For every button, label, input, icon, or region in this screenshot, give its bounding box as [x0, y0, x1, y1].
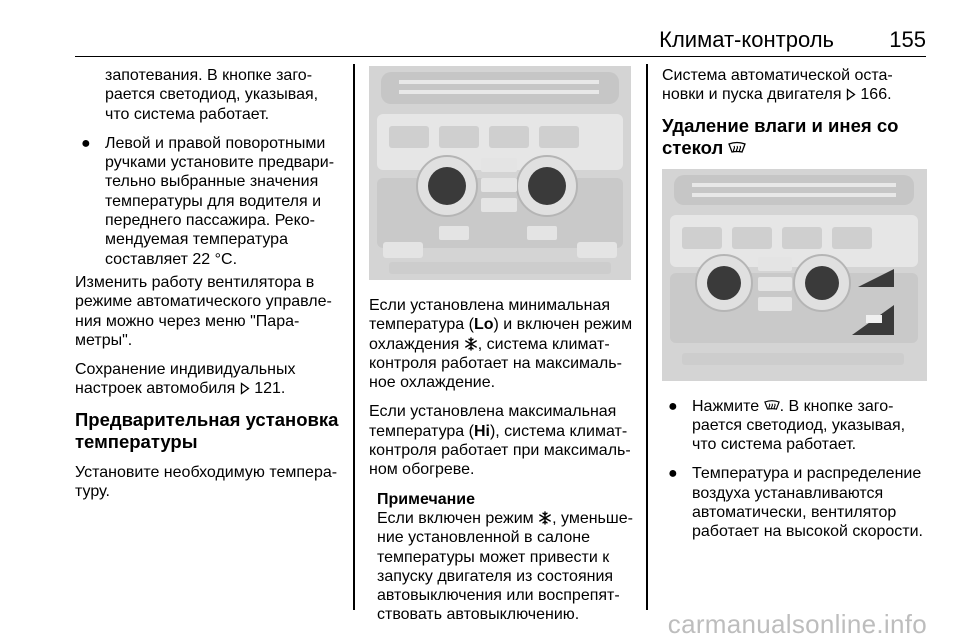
paragraph	[369, 402, 639, 479]
snowflake-icon	[538, 511, 552, 525]
watermark: carmanualsonline.info	[667, 609, 927, 639]
paragraph	[75, 360, 340, 399]
page-number: 155	[889, 27, 926, 52]
defrost-button-panel-image	[662, 169, 927, 381]
bullet-dot: ●	[81, 134, 91, 152]
windscreen-defrost-icon	[728, 141, 746, 156]
bullet-dot: ●	[668, 465, 678, 483]
bullet-text: Температура и распределение воздуха устанавливаются автоматически, вентилятор работает на высокой скорости.	[692, 465, 923, 541]
lo-label: Lo	[473, 316, 494, 334]
bullet-item	[75, 134, 340, 269]
page-title: Климат-контроль	[659, 27, 834, 52]
snowflake-icon	[464, 337, 478, 351]
section-heading	[662, 115, 932, 159]
paragraph-text: ), система климат- контроля работает при максималь- ном обогреве.	[369, 422, 631, 479]
paragraph-text: Система автоматической оста- новки и пуска двигателя	[662, 67, 893, 104]
note-title: Примечание	[377, 490, 476, 508]
windscreen-defrost-icon	[764, 399, 780, 413]
column-left	[75, 66, 340, 511]
paragraph	[662, 66, 932, 105]
paragraph: запотевания. В кнопке заго- рается светодиод, указывая, что система работает.	[105, 67, 319, 123]
paragraph-text: Сохранение индивидуальных настроек автомобиля	[75, 361, 296, 398]
paragraph-text: , система климат- контроля работает на максималь- ное охлаждение.	[369, 335, 622, 392]
bullet-item	[662, 397, 932, 455]
page-header	[75, 24, 926, 57]
paragraph: Установите необходимую темпера- туру.	[75, 463, 338, 501]
column-divider	[646, 64, 648, 610]
paragraph-text: Если установлена минимальная температура (	[369, 297, 611, 334]
bullet-text: Нажмите	[692, 397, 760, 415]
hi-label: Hi	[473, 422, 490, 440]
note-text	[377, 509, 639, 625]
bullet-text: . В кнопке заго- рается светодиод, указывая, что система работает.	[692, 397, 906, 454]
page-reference: 121.	[254, 380, 286, 398]
paragraph-text: Если установлена максимальная температура (	[369, 403, 617, 440]
section-heading: Предварительная установка температуры	[75, 408, 339, 452]
page-reference-triangle-icon	[846, 88, 856, 101]
paragraph-text: ) и включен режим охлаждения	[369, 316, 633, 353]
note-box	[369, 490, 639, 625]
bullet-text: Левой и правой поворотными ручками установите предвари- тельно выбранные значения температуры для водителя и переднего пассажира. Реко- мендуемая температура составляет 22 °C.	[105, 134, 335, 268]
section-heading-text: Удаление влаги и инея со стекол	[662, 114, 899, 158]
note-text-part: , уменьше- ние установленной в салоне температуры может привести к запуску двигателя из состояния автовыключения или воспрепят- ствовать автовыключению.	[377, 509, 633, 624]
climate-control-panel-image	[369, 66, 631, 280]
column-divider	[353, 64, 355, 610]
column-right	[662, 66, 932, 542]
page-reference-triangle-icon	[240, 382, 250, 395]
bullet-dot: ●	[668, 397, 678, 415]
bullet-item	[662, 464, 932, 541]
page-reference: 166.	[860, 86, 892, 104]
column-middle	[369, 66, 639, 625]
note-text-part: Если включен режим	[377, 509, 534, 527]
paragraph	[369, 296, 639, 392]
paragraph: Изменить работу вентилятора в режиме автоматического управле- ния можно через меню "Пара- метры".	[75, 273, 332, 349]
